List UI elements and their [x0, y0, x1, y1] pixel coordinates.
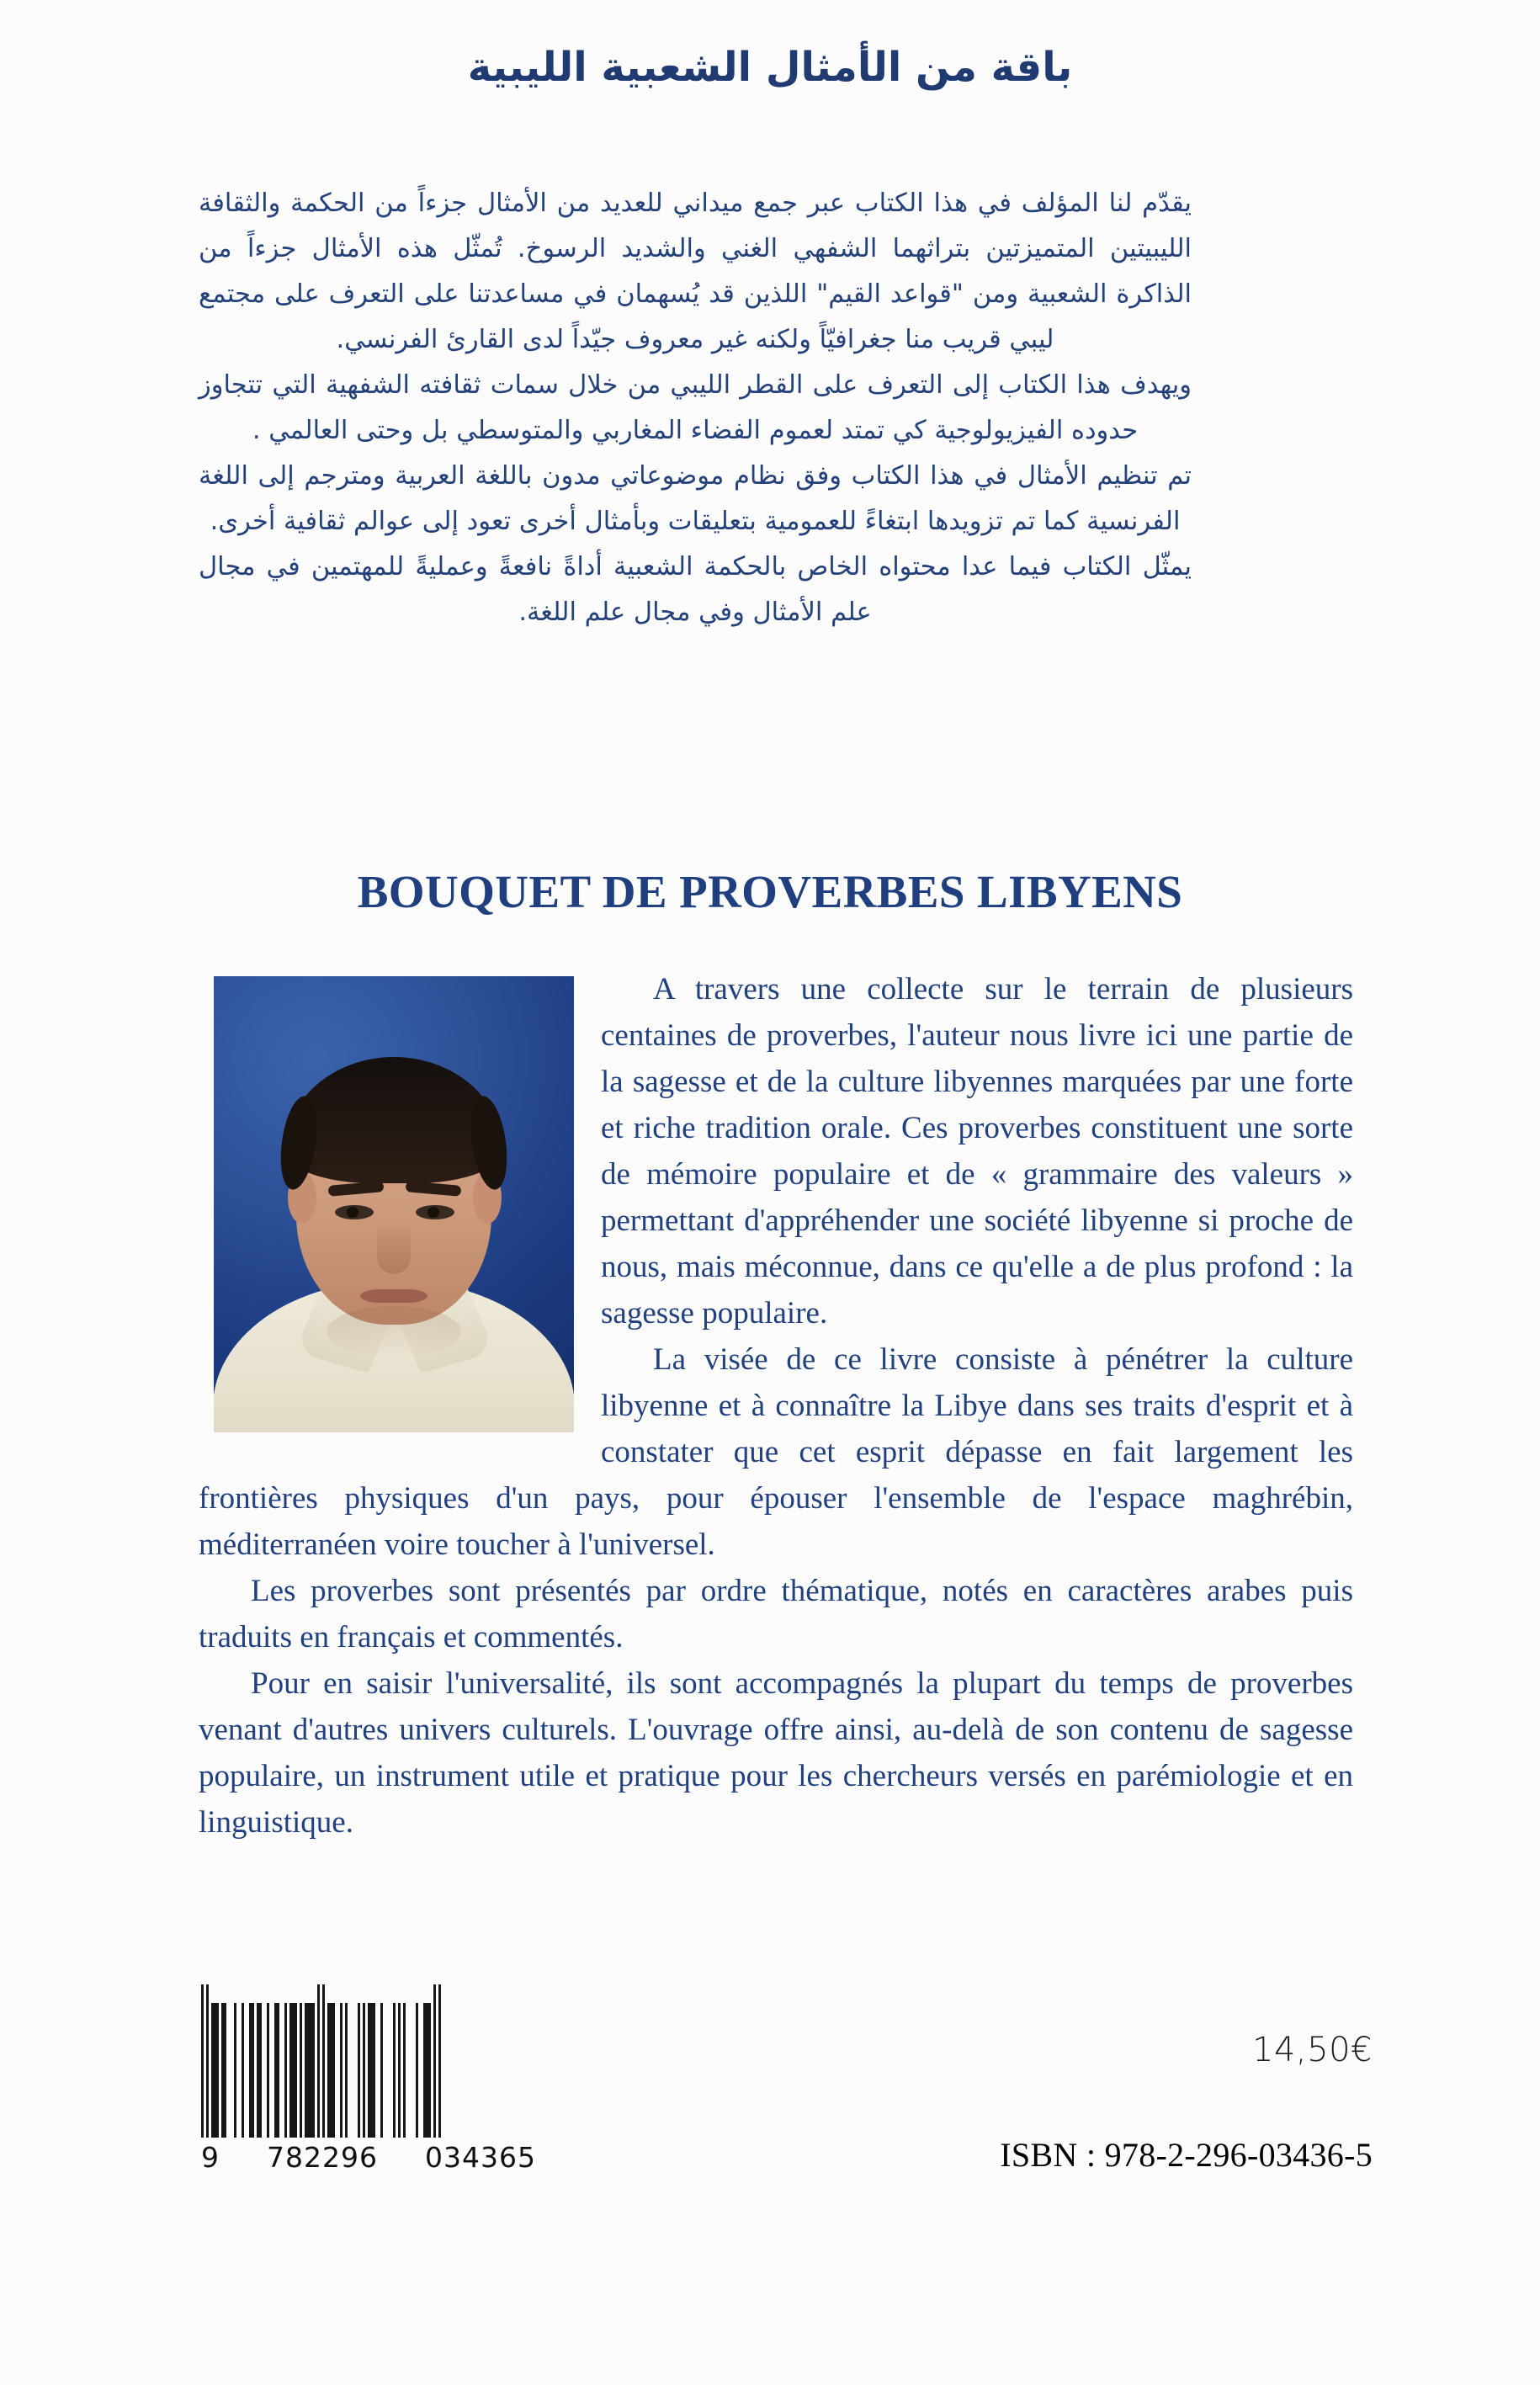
- photo-chin: [327, 1306, 461, 1357]
- barcode-digits-group-1: 782296: [267, 2141, 378, 2174]
- arabic-paragraph: تم تنظيم الأمثال في هذا الكتاب وفق نظام موضوعاتي مدون باللغة العربية ومترجم إلى اللغة الفرنسية كما تم تزويدها ابتغاءً للعمومية بتعليقات وبأمثال أخرى تعود إلى عوالم ثقافية أخرى.: [199, 461, 1192, 536]
- barcode-digits-group-2: 034365: [425, 2141, 536, 2174]
- arabic-paragraph: ويهدف هذا الكتاب إلى التعرف على القطر الليبي من خلال سمات ثقافته الشفهية التي تتجاوز حدوده الفيزيولوجية كي تمتد لعموم الفضاء المغاربي والمتوسطي بل وحتى العالمي .: [199, 370, 1192, 445]
- photo-eye-left: [335, 1205, 374, 1219]
- french-paragraph: Les proverbes sont présentés par ordre thématique, notés en caractères arabes puis traduits en français et commentés.: [199, 1574, 1353, 1655]
- arabic-paragraph: يقدّم لنا المؤلف في هذا الكتاب عبر جمع ميداني للعديد من الأمثال جزءاً من الحكمة والثقافة الليبيتين المتميزتين بتراثهما الشفهي الغني والشديد الرسوخ. تُمثّل هذه الأمثال جزءاً من الذاكرة الشعبية ومن "قواعد القيم" اللذين قد يُسهمان في مساعدتنا على التعرف على مجتمع ليبي قريب منا جغرافيّاً ولكنه غير معروف جيّداً لدى القارئ الفرنسي.: [199, 189, 1192, 354]
- photo-nose: [377, 1222, 411, 1274]
- arabic-title: باقة من الأمثال الشعبية الليبية: [467, 44, 1073, 91]
- author-photo: [214, 976, 574, 1432]
- isbn-label: ISBN : 978-2-296-03436-5: [1000, 2136, 1373, 2174]
- french-title: BOUQUET DE PROVERBES LIBYENS: [357, 866, 1183, 917]
- barcode-digit-left: 9: [201, 2141, 220, 2174]
- french-blurb: [199, 966, 1353, 1846]
- photo-eye-right: [416, 1205, 454, 1219]
- arabic-paragraph: يمثّل الكتاب فيما عدا محتواه الخاص بالحكمة الشعبية أداةً نافعةً وعمليةً للمهتمين في مجال علم الأمثال وفي مجال علم اللغة.: [199, 552, 1192, 627]
- french-paragraph: A travers une collecte sur le terrain de plusieurs centaines de proverbes, l'auteur nous livre ici une partie de la sagesse et de la culture libyennes marquées par une forte et riche tradition orale. Ces proverbes constituent une sorte de mémoire populaire et de « grammaire des valeurs » permettant d'appréhender une société libyenne si proche de nous, mais méconnue, dans ce qu'elle a de plus profond : la sagesse populaire.: [601, 972, 1353, 1331]
- french-paragraph: Pour en saisir l'universalité, ils sont accompagnés la plupart du temps de proverbes venant d'autres univers culturels. L'ouvrage offre ainsi, au-delà de son contenu de sagesse populaire, un instrument utile et pratique pour les chercheurs versés en parémiologie et en linguistique.: [199, 1666, 1353, 1840]
- price-label: 14,50€: [1252, 2031, 1373, 2069]
- barcode: [201, 1984, 536, 2174]
- barcode-digits: [201, 2141, 536, 2174]
- arabic-blurb: [199, 181, 1192, 635]
- french-paragraph: La visée de ce livre consiste à pénétrer la culture libyenne et à connaître la Libye dans ses traits d'esprit et à constater que cet esprit dépasse en fait largement les frontières physiques d'un pays, pour épouser l'ensemble de l'espace maghrébin, méditerranéen voire toucher à l'universel.: [199, 1342, 1353, 1562]
- barcode-bars: [201, 1984, 536, 2138]
- photo-mouth: [360, 1289, 427, 1303]
